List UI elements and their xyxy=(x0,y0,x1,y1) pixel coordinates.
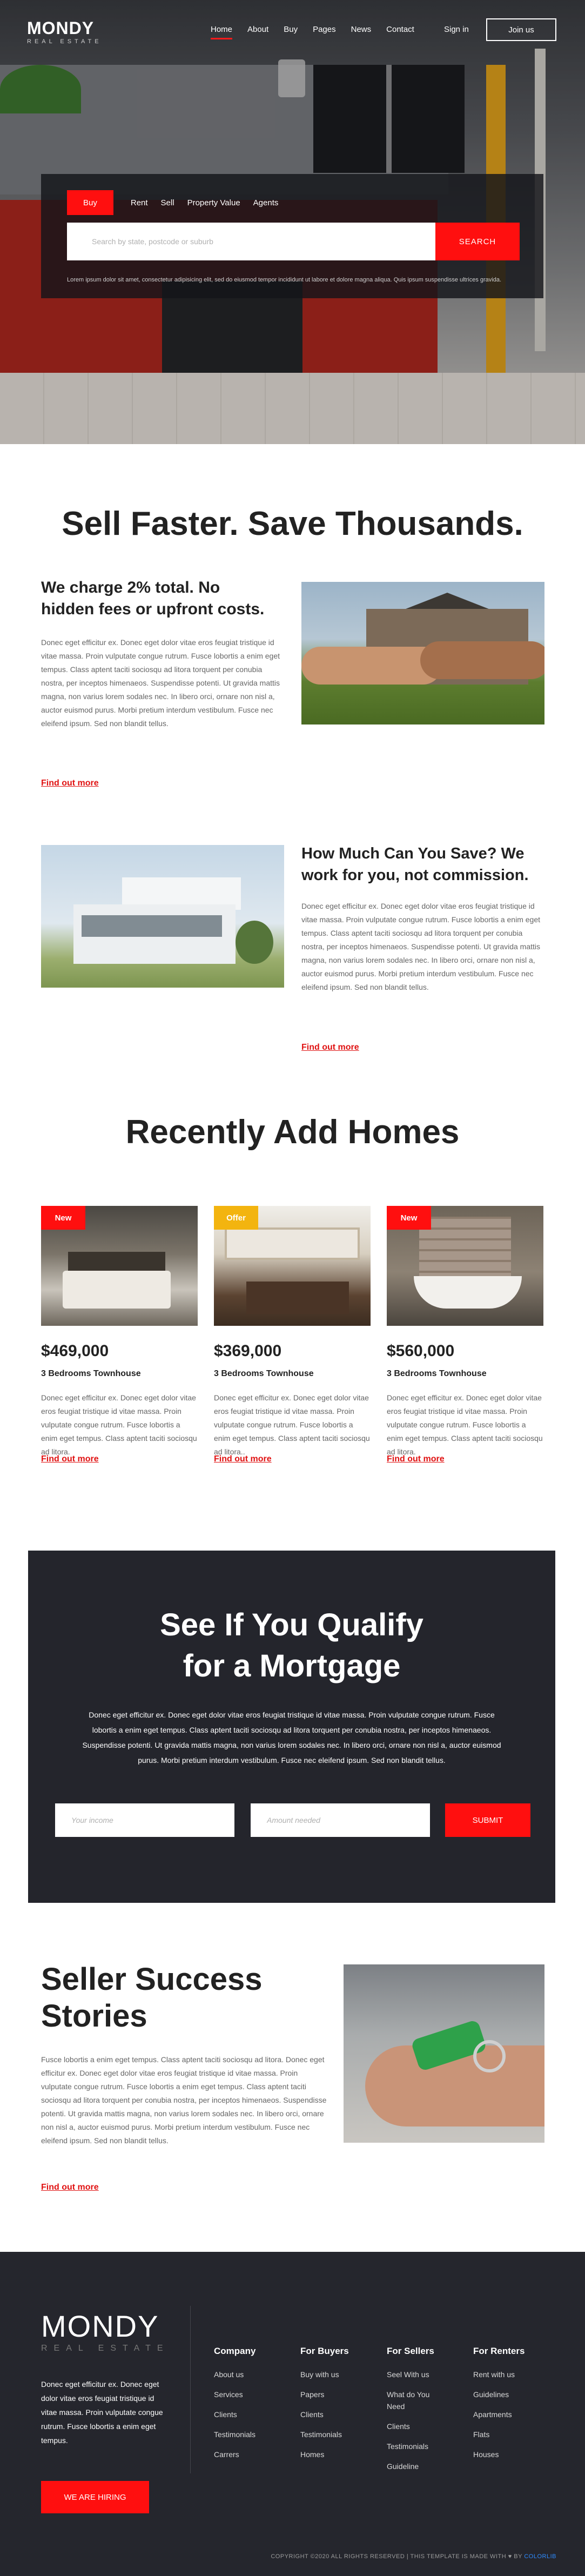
footer-col-buyers xyxy=(300,2346,381,2468)
search-note: Lorem ipsum dolor sit amet, consectetur adipisicing elit, sed do eiusmod tempor incididunt ut labore et dolore magna aliqua. Quis ipsum suspendisse ultrices gravida. xyxy=(67,277,502,283)
footer-link[interactable]: Homes xyxy=(300,2450,325,2459)
menu-home[interactable]: Home xyxy=(211,25,233,34)
seller-text: Fusce lobortis a enim eget tempus. Class aptent taciti sociosqu ad litora. Donec eget efficitur ex. Donec eget dolor vitae eros feugiat tristique id vitae massa. Proin vulputate congue rutrum. Fusce lobortis a enim eget tempus. Class aptent taciti sociosqu ad litora torquent per conubia nostra, per inceptos himenaeos. Suspendisse potenti. Ut gravida mattis magna, non varius lorem sodales nec. In libero orci, ornare non nisl a, auctor euismod purus. Morbi pretium interdum vestibulum. Fusce nec eleifend ipsum. Sed non blandit tellus. xyxy=(41,2055,327,2145)
sell-title: Sell Faster. Save Thousands. xyxy=(62,505,523,542)
signin-link[interactable]: Sign in xyxy=(444,25,469,34)
top-nav xyxy=(0,0,585,59)
footer-link[interactable]: Guideline xyxy=(387,2462,419,2471)
join-us-button[interactable]: Join us xyxy=(486,18,556,41)
footer-link[interactable]: Houses xyxy=(473,2450,499,2459)
sell-block1-text: Donec eget efficitur ex. Donec eget dolor vitae eros feugiat tristique id vitae massa. Proin vulputate congue rutrum. Fusce lobortis a enim eget tempus. Class aptent taciti sociosqu ad litora torquent per conubia nostra, per inceptos himenaeos. Suspendisse potenti. Ut gravida mattis magna, non varius lorem sodales nec. In libero orci, ornare non nisl a, auctor euismod purus. Morbi pretium interdum vestibulum. Fusce nec eleifend ipsum. Sed non blandit tellus. xyxy=(41,638,280,728)
home-description: Donec eget efficitur ex. Donec eget dolor vitae eros feugiat tristique id vitae massa. Proin vulputate congue rutrum. Fusce lobortis a enim eget tempus. Class aptent taciti sociosqu ad litora. xyxy=(387,1393,543,1456)
footer-link[interactable]: Testimonials xyxy=(387,2442,429,2451)
home-price: $560,000 xyxy=(387,1342,455,1360)
handshake-image xyxy=(301,582,544,725)
offer-badge: Offer xyxy=(214,1206,258,1230)
hiring-button[interactable]: WE ARE HIRING xyxy=(41,2481,149,2513)
home-find-out-more[interactable]: Find out more xyxy=(41,1454,99,1464)
footer-link[interactable]: Clients xyxy=(300,2410,324,2419)
hero-section xyxy=(0,0,585,444)
footer-col-sellers xyxy=(387,2346,446,2480)
sell-block1-link[interactable]: Find out more xyxy=(41,779,99,788)
footer-link[interactable]: Testimonials xyxy=(300,2430,342,2439)
modern-house-image xyxy=(41,845,284,988)
home-price: $369,000 xyxy=(214,1342,282,1360)
footer-col-heading: Company xyxy=(214,2346,256,2356)
sell-block2-heading: How Much Can You Save? We work for you, not commission. xyxy=(301,845,529,884)
copyright-brand-link[interactable]: COLORLIB xyxy=(524,2553,556,2560)
home-price: $469,000 xyxy=(41,1342,109,1360)
menu-about[interactable]: About xyxy=(247,25,269,34)
mortgage-text: Donec eget efficitur ex. Donec eget dolor vitae eros feugiat tristique id vitae massa. Proin vulputate congue rutrum. Fusce lobortis a enim eget tempus. Class aptent taciti sociosqu ad litora torquent per conubia nostra, per inceptos himenaeos. Suspendisse potenti. Ut gravida mattis magna, non varius lorem sodales nec. In libero orci, ornare non nisl a, auctor euismod purus. Morbi pretium interdum vestibulum. Fusce nec eleifend ipsum. Sed non blandit tellus. xyxy=(82,1710,501,1765)
footer-link[interactable]: Testimonials xyxy=(214,2430,256,2439)
mortgage-section xyxy=(28,1551,555,1903)
home-description: Donec eget efficitur ex. Donec eget dolor vitae eros feugiat tristique id vitae massa. Proin vulputate congue rutrum. Fusce lobortis a enim eget tempus. Class aptent taciti sociosqu ad litora.. xyxy=(214,1393,370,1456)
copyright xyxy=(0,2553,556,2560)
mortgage-title: See If You Qualify for a Mortgage xyxy=(160,1607,423,1683)
footer-link[interactable]: Guidelines xyxy=(473,2390,509,2399)
footer-link[interactable]: Services xyxy=(214,2390,243,2399)
footer-link[interactable]: Clients xyxy=(387,2422,410,2431)
home-card[interactable] xyxy=(214,1206,371,1464)
footer-col-company xyxy=(214,2346,295,2468)
footer-col-heading: For Buyers xyxy=(300,2346,349,2356)
footer-link[interactable]: Flats xyxy=(473,2430,490,2439)
logo-sub: REAL ESTATE xyxy=(27,38,102,45)
footer-link[interactable]: What do You Need xyxy=(387,2390,430,2411)
footer-link[interactable]: Rent with us xyxy=(473,2370,515,2379)
new-badge: New xyxy=(387,1206,431,1230)
footer-logo[interactable] xyxy=(41,2311,170,2353)
new-badge: New xyxy=(41,1206,85,1230)
tab-agents[interactable]: Agents xyxy=(253,198,279,207)
footer-logo-sub: REAL ESTATE xyxy=(41,2344,170,2353)
tab-property-value[interactable]: Property Value xyxy=(187,198,240,207)
sell-block2-link[interactable]: Find out more xyxy=(301,1043,359,1052)
footer-link[interactable]: Carrers xyxy=(214,2450,239,2459)
seller-link[interactable]: Find out more xyxy=(41,2183,99,2192)
homes-title: Recently Add Homes xyxy=(125,1113,460,1151)
footer-text: Donec eget efficitur ex. Donec eget dolor vitae eros feugiat tristique id vitae massa. Proin vulputate congue rutrum. Fusce lobortis a enim eget tempus. xyxy=(41,2380,163,2445)
home-image[interactable] xyxy=(41,1206,198,1326)
home-description: Donec eget efficitur ex. Donec eget dolor vitae eros feugiat tristique id vitae massa. Proin vulputate congue rutrum. Fusce lobortis a enim eget tempus. Class aptent taciti sociosqu ad litora. xyxy=(41,1393,197,1456)
home-find-out-more[interactable]: Find out more xyxy=(214,1454,272,1464)
search-button[interactable]: SEARCH xyxy=(435,223,520,260)
search-panel xyxy=(41,174,543,298)
copyright-text: COPYRIGHT ©2020 ALL RIGHTS RESERVED | THIS TEMPLATE IS MADE WITH ♥ BY xyxy=(271,2553,522,2560)
menu-pages[interactable]: Pages xyxy=(313,25,336,34)
footer-link[interactable]: About us xyxy=(214,2370,244,2379)
home-find-out-more[interactable]: Find out more xyxy=(387,1454,445,1464)
menu-contact[interactable]: Contact xyxy=(386,25,414,34)
tab-sell[interactable]: Sell xyxy=(160,198,174,207)
footer-link[interactable]: Papers xyxy=(300,2390,325,2399)
footer-col-heading: For Sellers xyxy=(387,2346,434,2356)
footer-link[interactable]: Apartments xyxy=(473,2410,512,2419)
income-input[interactable] xyxy=(55,1803,234,1837)
search-input[interactable] xyxy=(67,223,435,260)
footer-col-heading: For Renters xyxy=(473,2346,525,2356)
footer-divider xyxy=(190,2306,191,2473)
home-image[interactable] xyxy=(214,1206,371,1326)
keys-image xyxy=(344,1964,544,2143)
sell-block2-text: Donec eget efficitur ex. Donec eget dolor vitae eros feugiat tristique id vitae massa. Proin vulputate congue rutrum. Fusce lobortis a enim eget tempus. Class aptent taciti sociosqu ad litora torquent per conubia nostra, per inceptos himenaeos. Suspendisse potenti. Ut gravida mattis magna, non varius lorem sodales nec. In libero orci, ornare non nisl a, auctor euismod purus. Morbi pretium interdum vestibulum. Fusce nec eleifend ipsum. Sed non blandit tellus. xyxy=(301,902,541,991)
footer-link[interactable]: Buy with us xyxy=(300,2370,339,2379)
amount-input[interactable] xyxy=(251,1803,430,1837)
home-image[interactable] xyxy=(387,1206,543,1326)
home-type: 3 Bedrooms Townhouse xyxy=(41,1369,141,1378)
footer xyxy=(0,2252,585,2576)
footer-link[interactable]: Seel With us xyxy=(387,2370,429,2379)
tab-rent[interactable]: Rent xyxy=(130,198,148,207)
footer-col-renters xyxy=(473,2346,554,2468)
footer-logo-main: MONDY xyxy=(41,2309,159,2343)
home-type: 3 Bedrooms Townhouse xyxy=(214,1369,314,1378)
tab-buy[interactable]: Buy xyxy=(67,190,113,215)
menu-buy[interactable]: Buy xyxy=(284,25,298,34)
site-logo[interactable] xyxy=(27,19,102,45)
home-type: 3 Bedrooms Townhouse xyxy=(387,1369,487,1378)
footer-link[interactable]: Clients xyxy=(214,2410,237,2419)
menu-news[interactable]: News xyxy=(351,25,372,34)
home-card[interactable] xyxy=(41,1206,198,1464)
home-card[interactable] xyxy=(387,1206,543,1464)
submit-button[interactable]: SUBMIT xyxy=(445,1803,530,1837)
logo-main: MONDY xyxy=(27,18,95,38)
main-menu xyxy=(211,25,429,34)
seller-title: Seller Success Stories xyxy=(41,1962,263,2034)
sell-block1-heading: We charge 2% total. No hidden fees or upfront costs. xyxy=(41,579,265,618)
search-tabs xyxy=(67,190,291,215)
